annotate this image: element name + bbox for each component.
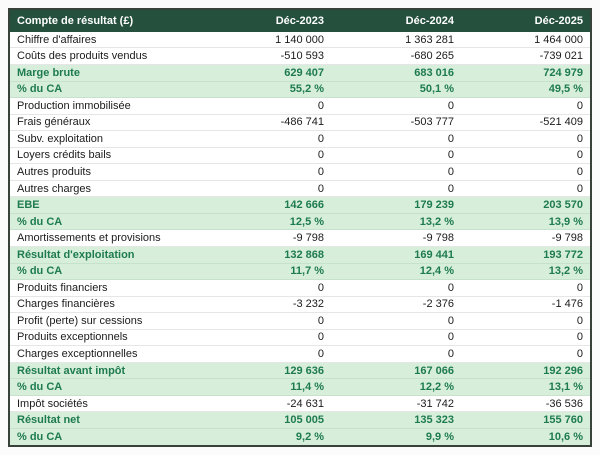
row-value: 135 323 (331, 412, 461, 429)
row-value: 13,9 % (461, 213, 591, 230)
row-label: Coûts des produits vendus (9, 48, 201, 65)
row-value: 0 (331, 346, 461, 363)
row-value: -3 232 (201, 296, 331, 313)
row-label: Produits exceptionnels (9, 329, 201, 346)
row-value: 0 (461, 164, 591, 181)
row-value: 724 979 (461, 64, 591, 81)
row-value: -9 798 (331, 230, 461, 247)
row-value: 167 066 (331, 362, 461, 379)
row-value: 105 005 (201, 412, 331, 429)
row-value: -9 798 (201, 230, 331, 247)
row-value: -503 777 (331, 114, 461, 131)
table-row-subtotal (9, 213, 591, 230)
row-value: 0 (201, 131, 331, 148)
row-label: Charges financières (9, 296, 201, 313)
row-label: Autres produits (9, 164, 201, 181)
row-value: 0 (331, 98, 461, 115)
row-value: 155 760 (461, 412, 591, 429)
row-value: 683 016 (331, 64, 461, 81)
row-value: 169 441 (331, 246, 461, 263)
table-row (9, 131, 591, 148)
row-value: 50,1 % (331, 81, 461, 98)
row-value: -31 742 (331, 395, 461, 412)
row-value: 629 407 (201, 64, 331, 81)
row-label: Charges exceptionnelles (9, 346, 201, 363)
row-value: 0 (201, 164, 331, 181)
row-value: 13,2 % (331, 213, 461, 230)
row-value: -24 631 (201, 395, 331, 412)
row-value: 0 (461, 280, 591, 297)
row-label: Produits financiers (9, 280, 201, 297)
row-value: 0 (331, 329, 461, 346)
row-value: 129 636 (201, 362, 331, 379)
row-value: 0 (461, 180, 591, 197)
row-value: 13,1 % (461, 379, 591, 396)
row-label: Production immobilisée (9, 98, 201, 115)
table-row-subtotal (9, 246, 591, 263)
row-value: 55,2 % (201, 81, 331, 98)
row-value: 179 239 (331, 197, 461, 214)
row-label: % du CA (9, 213, 201, 230)
row-label: % du CA (9, 379, 201, 396)
row-value: 1 363 281 (331, 32, 461, 48)
row-value: 0 (331, 313, 461, 330)
table-row-subtotal (9, 197, 591, 214)
row-value: 0 (331, 131, 461, 148)
row-value: 9,9 % (331, 429, 461, 447)
income-statement-table (8, 8, 592, 447)
row-value: 10,6 % (461, 429, 591, 447)
row-value: -521 409 (461, 114, 591, 131)
row-label: Loyers crédits bails (9, 147, 201, 164)
row-value: -2 376 (331, 296, 461, 313)
row-value: 11,7 % (201, 263, 331, 280)
table-row (9, 230, 591, 247)
row-value: 132 868 (201, 246, 331, 263)
row-value: 0 (201, 180, 331, 197)
row-value: 9,2 % (201, 429, 331, 447)
row-label: EBE (9, 197, 201, 214)
row-value: 0 (461, 329, 591, 346)
table-title: Compte de résultat (£) (9, 9, 201, 32)
row-value: 12,4 % (331, 263, 461, 280)
row-label: Amortissements et provisions (9, 230, 201, 247)
row-value: 0 (201, 280, 331, 297)
row-value: 203 570 (461, 197, 591, 214)
table-row-subtotal (9, 263, 591, 280)
table-row-subtotal (9, 81, 591, 98)
row-value: 0 (201, 313, 331, 330)
table-header-row (9, 9, 591, 32)
row-value: 142 666 (201, 197, 331, 214)
row-value: -36 536 (461, 395, 591, 412)
column-header-dec-2024: Déc-2024 (331, 9, 461, 32)
row-value: 12,5 % (201, 213, 331, 230)
row-value: 0 (331, 280, 461, 297)
row-value: 0 (461, 313, 591, 330)
column-header-dec-2023: Déc-2023 (201, 9, 331, 32)
row-value: 192 296 (461, 362, 591, 379)
row-value: 0 (331, 147, 461, 164)
table-row-subtotal (9, 64, 591, 81)
row-value: -510 593 (201, 48, 331, 65)
column-header-dec-2025: Déc-2025 (461, 9, 591, 32)
row-value: 0 (201, 329, 331, 346)
row-value: 0 (331, 180, 461, 197)
row-value: 1 140 000 (201, 32, 331, 48)
table-row (9, 114, 591, 131)
table-row-subtotal (9, 429, 591, 447)
row-value: 193 772 (461, 246, 591, 263)
row-value: -9 798 (461, 230, 591, 247)
row-value: 49,5 % (461, 81, 591, 98)
row-label: Résultat net (9, 412, 201, 429)
row-label: % du CA (9, 429, 201, 447)
row-label: Impôt sociétés (9, 395, 201, 412)
table-row-subtotal (9, 379, 591, 396)
row-label: Profit (perte) sur cessions (9, 313, 201, 330)
row-label: % du CA (9, 81, 201, 98)
table-row (9, 32, 591, 48)
row-label: Frais généraux (9, 114, 201, 131)
table-row (9, 147, 591, 164)
table-row-subtotal (9, 362, 591, 379)
row-label: Chiffre d'affaires (9, 32, 201, 48)
row-value: 0 (461, 346, 591, 363)
row-value: 11,4 % (201, 379, 331, 396)
table-row (9, 98, 591, 115)
row-label: Résultat avant impôt (9, 362, 201, 379)
row-value: 13,2 % (461, 263, 591, 280)
row-value: 12,2 % (331, 379, 461, 396)
table-header (9, 9, 591, 32)
row-label: Résultat d'exploitation (9, 246, 201, 263)
row-value: 0 (461, 147, 591, 164)
row-value: 0 (201, 346, 331, 363)
table-row (9, 296, 591, 313)
table-row-subtotal (9, 412, 591, 429)
row-value: -1 476 (461, 296, 591, 313)
row-value: 0 (201, 98, 331, 115)
row-label: Subv. exploitation (9, 131, 201, 148)
row-value: -739 021 (461, 48, 591, 65)
row-value: 0 (461, 131, 591, 148)
table-row (9, 164, 591, 181)
row-label: Marge brute (9, 64, 201, 81)
row-value: -680 265 (331, 48, 461, 65)
row-value: 0 (201, 147, 331, 164)
table-row (9, 329, 591, 346)
row-value: 0 (331, 164, 461, 181)
table-row (9, 313, 591, 330)
table-row (9, 346, 591, 363)
row-value: -486 741 (201, 114, 331, 131)
table-body (9, 32, 591, 446)
table-row (9, 48, 591, 65)
table-row (9, 395, 591, 412)
row-label: Autres charges (9, 180, 201, 197)
row-value: 1 464 000 (461, 32, 591, 48)
row-label: % du CA (9, 263, 201, 280)
table-row (9, 180, 591, 197)
table-row (9, 280, 591, 297)
row-value: 0 (461, 98, 591, 115)
